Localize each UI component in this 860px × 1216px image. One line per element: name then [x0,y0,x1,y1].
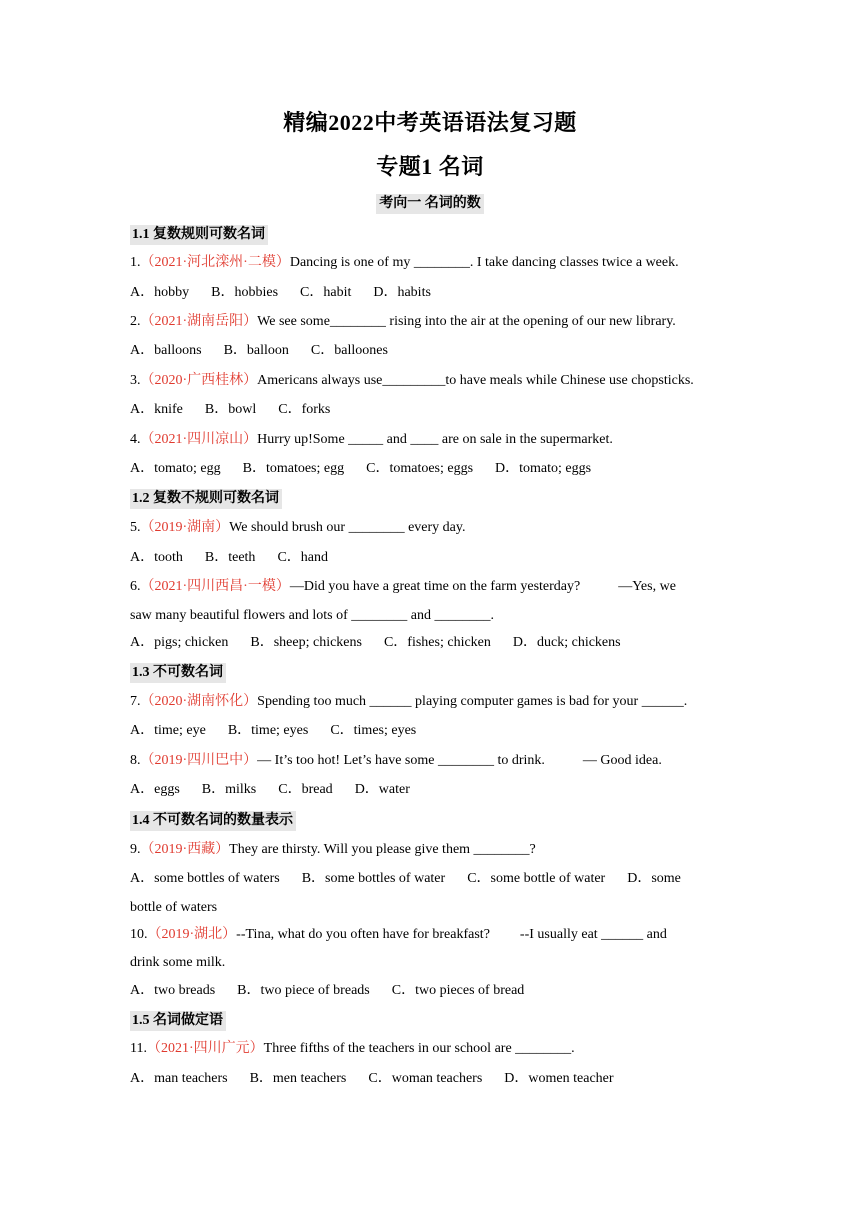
option-c: C．habit [300,285,352,300]
option-a: A．man teachers [130,1071,228,1086]
question-source: （2021·四川凉山） [140,432,258,447]
options-9 [130,870,681,888]
question-text: —Did you have a great time on the farm yesterday? [289,579,581,594]
section-heading-1-3: 1.3 不可数名词 [130,663,226,683]
question-text: We see some________ rising into the air at the opening of our new library. [257,314,676,329]
question-source: （2020·广西桂林） [140,373,258,388]
option-a: A．balloons [130,343,202,358]
question-1 [130,254,679,272]
options-1 [130,284,453,302]
question-10 [130,926,667,944]
question-text: — It’s too hot! Let’s have some ________ to drink. [257,753,545,768]
question-3 [130,372,694,390]
question-text: They are thirsty. Will you please give them ________? [229,842,536,857]
question-6-continued: saw many beautiful flowers and lots of ________ and ________. [130,608,494,623]
options-7 [130,722,438,740]
question-text: Americans always use_________to have meals while Chinese use chopsticks. [257,373,694,388]
question-source: （2019·湖南） [140,520,230,535]
question-text-reply: --I usually eat ______ and [519,927,667,942]
option-b: B．some bottles of water [301,871,446,886]
page-subtitle: 专题1 名词 [376,154,484,179]
question-number: 5. [130,520,141,535]
section-heading-1-2: 1.2 复数不规则可数名词 [130,489,282,509]
option-c: C．fishes; chicken [383,635,491,650]
question-4 [130,431,613,449]
option-c: C．two pieces of bread [391,983,525,998]
question-8 [130,752,662,770]
option-d: D．tomato; eggs [495,461,592,476]
option-d: D．women teacher [504,1071,614,1086]
options-10 [130,982,546,1000]
option-a: A．time; eye [130,723,206,738]
option-d: D．some [627,871,681,886]
question-2 [130,313,676,331]
option-c: C．forks [278,402,331,417]
question-number: 2. [130,314,141,329]
options-5 [130,549,350,567]
option-b: B．men teachers [249,1071,347,1086]
option-b: B．time; eyes [227,723,309,738]
section-heading-1-5: 1.5 名词做定语 [130,1011,226,1031]
question-source: （2021·四川西昌·一模） [140,579,290,594]
option-a: A．knife [130,402,183,417]
option-c: C．bread [278,782,333,797]
question-source: （2019·西藏） [140,842,230,857]
section-heading-1-1: 1.1 复数规则可数名词 [130,225,268,245]
option-c: C．balloones [310,343,388,358]
question-number: 1. [130,255,141,270]
options-9-continued: bottle of waters [130,900,218,915]
option-a: A．tomato; egg [130,461,221,476]
question-source: （2021·河北滦州·二模） [140,255,290,270]
question-6 [130,578,676,596]
options-2 [130,342,410,360]
option-a: A．pigs; chicken [130,635,229,650]
topic-heading-wrap [0,194,860,214]
question-number: 6. [130,579,141,594]
option-a: A．hobby [130,285,190,300]
question-number: 8. [130,753,141,768]
option-b: B．balloon [223,343,289,358]
question-number: 7. [130,694,141,709]
option-b: B．milks [201,782,257,797]
option-a: A．two breads [130,983,216,998]
page-title: 精编2022中考英语语法复习题 [283,110,577,135]
option-a: A．eggs [130,782,180,797]
question-text: --Tina, what do you often have for breakfast? [236,927,490,942]
options-6 [130,634,643,652]
option-b: B．tomatoes; egg [242,461,345,476]
question-source: （2021·湖南岳阳） [140,314,258,329]
question-text-reply: — Good idea. [582,753,662,768]
question-number: 10. [130,927,148,942]
question-source: （2019·四川巴中） [140,753,258,768]
question-source: （2019·湖北） [147,927,237,942]
question-9 [130,841,536,859]
question-5 [130,519,465,537]
options-4 [130,460,613,478]
options-8 [130,781,432,799]
question-source: （2021·四川广元） [146,1041,264,1056]
options-11 [130,1070,636,1088]
question-text: Spending too much ______ playing computer games is bad for your ______. [257,694,688,709]
question-text: Hurry up!Some _____ and ____ are on sale in the supermarket. [257,432,613,447]
option-b: B．teeth [204,550,256,565]
option-b: B．hobbies [211,285,279,300]
question-10-continued: drink some milk. [130,955,226,970]
question-text: We should brush our ________ every day. [229,520,466,535]
question-text-reply: —Yes, we [618,579,676,594]
option-d: D．water [354,782,410,797]
question-text: Dancing is one of my ________. I take dancing classes twice a week. [289,255,679,270]
question-number: 11. [130,1041,147,1056]
option-c: C．times; eyes [330,723,417,738]
option-d: D．habits [373,285,431,300]
question-number: 4. [130,432,141,447]
option-c: C．some bottle of water [467,871,606,886]
section-heading-1-4: 1.4 不可数名词的数量表示 [130,811,296,831]
option-b: B．bowl [204,402,257,417]
option-c: C．woman teachers [368,1071,483,1086]
option-d: D．duck; chickens [512,635,621,650]
question-number: 3. [130,373,141,388]
topic-heading: 考向一 名词的数 [376,194,484,214]
question-source: （2020·湖南怀化） [140,694,258,709]
question-text: Three fifths of the teachers in our school are ________. [263,1041,575,1056]
option-b: B．two piece of breads [237,983,370,998]
options-3 [130,401,352,419]
question-7 [130,693,687,711]
question-number: 9. [130,842,141,857]
option-c: C．tomatoes; eggs [366,461,474,476]
option-c: C．hand [277,550,328,565]
option-b: B．sheep; chickens [250,635,362,650]
option-a: A．tooth [130,550,183,565]
option-a: A．some bottles of waters [130,871,280,886]
question-11 [130,1040,575,1058]
